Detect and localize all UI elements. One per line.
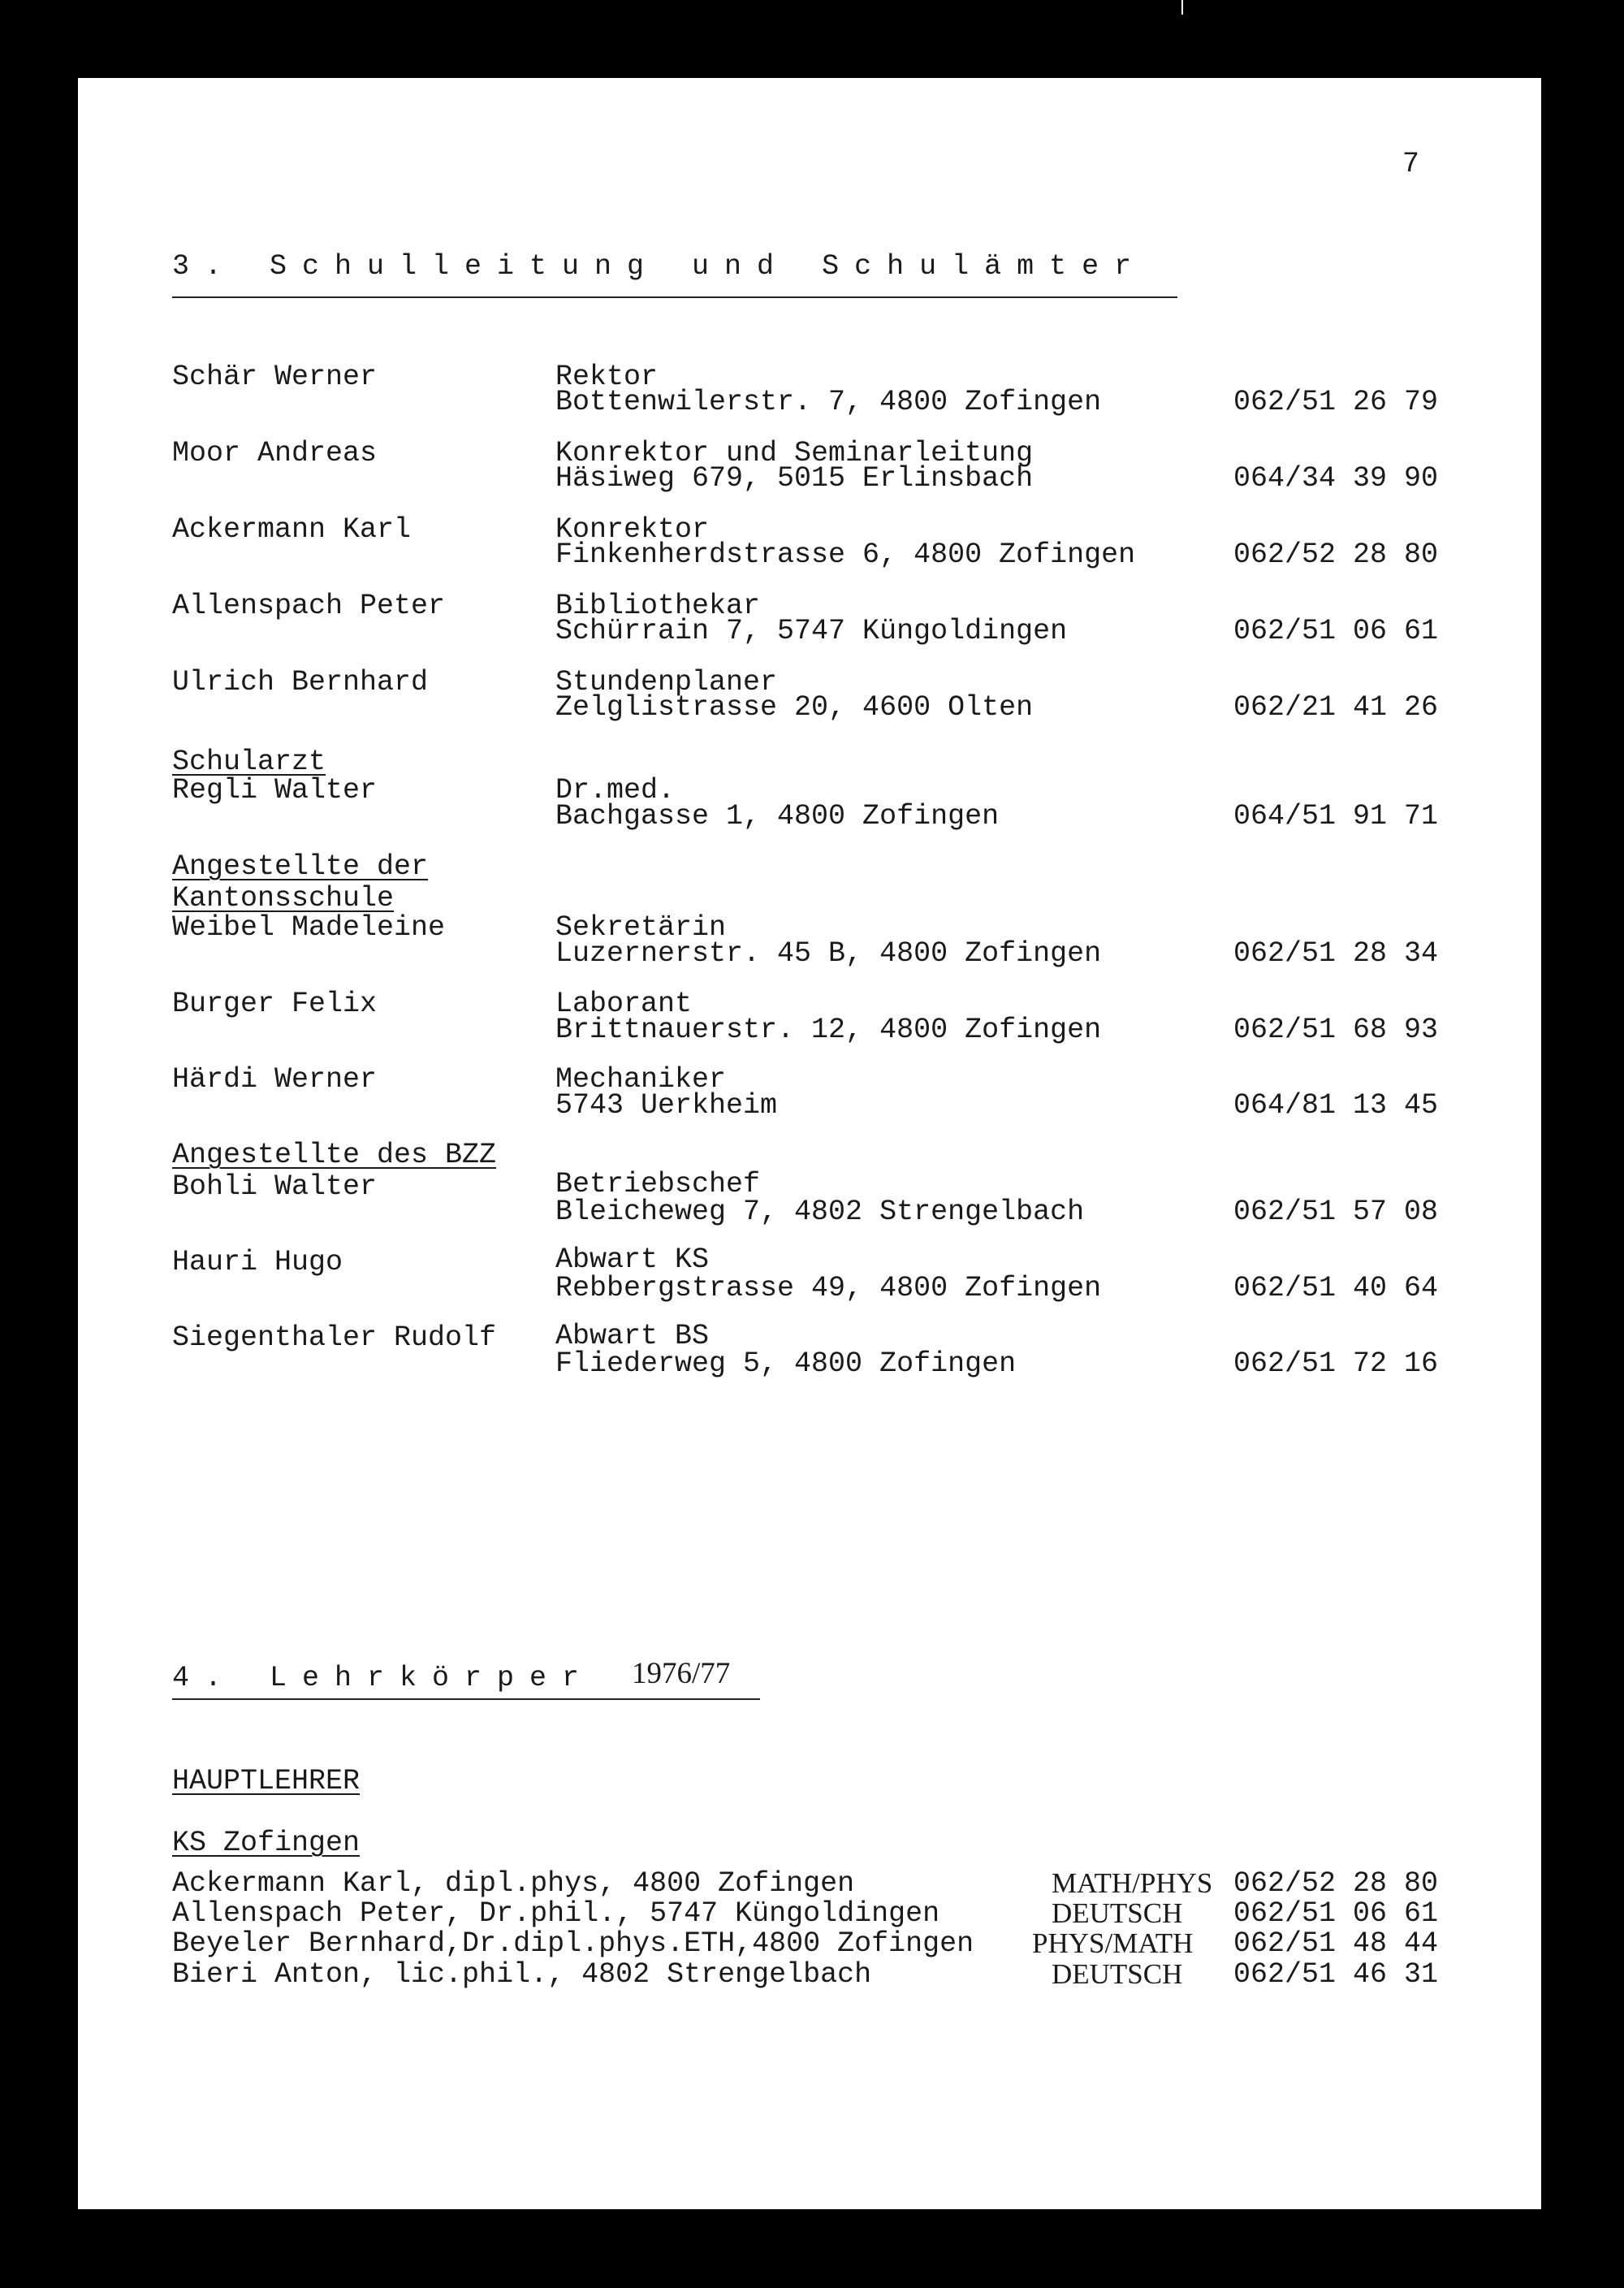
- entry-address: Bottenwilerstr. 7, 4800 Zofingen: [555, 386, 1102, 418]
- entry-name: Ackermann Karl: [172, 513, 412, 546]
- entry-address: Zelglistrasse 20, 4600 Olten: [555, 691, 1034, 724]
- entry-role: Mechaniker: [555, 1063, 727, 1096]
- entry-name: Allenspach Peter: [172, 590, 446, 622]
- entry-address: 5743 Uerkheim: [555, 1089, 778, 1122]
- entry-phone: 062/51 57 08: [1233, 1196, 1439, 1228]
- entry-phone: 062/51 40 64: [1233, 1272, 1439, 1304]
- entry-name: Burger Felix: [172, 988, 378, 1020]
- entry-address: Bleicheweg 7, 4802 Strengelbach: [555, 1196, 1085, 1228]
- teacher-entry: Ackermann Karl, dipl.phys, 4800 Zofingen: [172, 1867, 855, 1900]
- section-3-rule: [172, 296, 1177, 298]
- entry-name: Siegenthaler Rudolf: [172, 1321, 497, 1354]
- entry-phone: 062/51 68 93: [1233, 1014, 1439, 1046]
- entry-phone: 062/21 41 26: [1233, 691, 1439, 724]
- entry-address: Luzernerstr. 45 B, 4800 Zofingen: [555, 937, 1102, 970]
- entry-name: Bohli Walter: [172, 1170, 378, 1203]
- entry-address: Bachgasse 1, 4800 Zofingen: [555, 800, 1000, 833]
- teacher-entry: Allenspach Peter, Dr.phil., 5747 Küngoldingen: [172, 1897, 940, 1930]
- entry-role: Dr.med.: [555, 774, 676, 807]
- entry-role: Konrektor und Seminarleitung: [555, 437, 1034, 469]
- entry-role: Sekretärin: [555, 911, 727, 944]
- entry-phone: 064/51 91 71: [1233, 800, 1439, 833]
- entry-phone: 062/51 06 61: [1233, 615, 1439, 647]
- entry-name: Weibel Madeleine: [172, 911, 446, 944]
- teacher-phone: 062/51 06 61: [1233, 1897, 1439, 1930]
- entry-phone: 062/51 26 79: [1233, 386, 1439, 418]
- entry-phone: 062/51 28 34: [1233, 937, 1439, 970]
- entry-role: Abwart BS: [555, 1320, 710, 1352]
- section-4-year: 1976/77: [632, 1657, 731, 1690]
- entry-role: Stundenplaner: [555, 666, 778, 699]
- entry-address: Rebbergstrasse 49, 4800 Zofingen: [555, 1272, 1102, 1304]
- entry-name: Moor Andreas: [172, 437, 378, 469]
- teacher-subject: DEUTSCH: [1052, 1958, 1183, 1990]
- entry-name: Ulrich Bernhard: [172, 666, 429, 699]
- group-heading-ks-line2: Kantonsschule: [172, 882, 395, 915]
- entry-phone: 062/52 28 80: [1233, 538, 1439, 571]
- entry-name: Härdi Werner: [172, 1063, 378, 1096]
- section-3-title: 3. Schulleitung und Schulämter: [172, 250, 1147, 283]
- entry-role: Betriebschef: [555, 1168, 761, 1200]
- entry-address: Häsiweg 679, 5015 Erlinsbach: [555, 462, 1034, 495]
- subheading-hauptlehrer: HAUPTLEHRER: [172, 1765, 361, 1797]
- entry-address: Brittnauerstr. 12, 4800 Zofingen: [555, 1014, 1102, 1046]
- entry-role: Rektor: [555, 361, 659, 393]
- entry-role: Konrektor: [555, 513, 710, 546]
- scan-mark: [1181, 0, 1183, 15]
- group-heading-bzz: Angestellte des BZZ: [172, 1139, 497, 1171]
- entry-name: Hauri Hugo: [172, 1246, 343, 1278]
- entry-role: Bibliothekar: [555, 590, 761, 622]
- teacher-entry: Beyeler Bernhard,Dr.dipl.phys.ETH,4800 Zofingen: [172, 1927, 974, 1960]
- section-4-title: 4. Lehrkörper: [172, 1662, 595, 1694]
- school-heading: KS Zofingen: [172, 1827, 361, 1859]
- entry-role: Laborant: [555, 988, 693, 1020]
- teacher-subject: MATH/PHYS: [1052, 1867, 1213, 1899]
- entry-phone: 062/51 72 16: [1233, 1347, 1439, 1380]
- teacher-phone: 062/52 28 80: [1233, 1867, 1439, 1900]
- teacher-phone: 062/51 48 44: [1233, 1927, 1439, 1960]
- entry-phone: 064/34 39 90: [1233, 462, 1439, 495]
- entry-phone: 064/81 13 45: [1233, 1089, 1439, 1122]
- teacher-subject: PHYS/MATH: [1032, 1927, 1194, 1959]
- teacher-entry: Bieri Anton, lic.phil., 4802 Strengelbach: [172, 1958, 872, 1991]
- entry-address: Finkenherdstrasse 6, 4800 Zofingen: [555, 538, 1136, 571]
- entry-name: Schär Werner: [172, 361, 378, 393]
- section-4-rule: [172, 1698, 760, 1700]
- entry-role: Abwart KS: [555, 1243, 710, 1276]
- page-number: 7: [1402, 148, 1420, 180]
- entry-address: Fliederweg 5, 4800 Zofingen: [555, 1347, 1017, 1380]
- group-heading-ks-line1: Angestellte der: [172, 850, 429, 883]
- entry-name: Regli Walter: [172, 774, 378, 807]
- teacher-subject: DEUTSCH: [1052, 1897, 1183, 1929]
- teacher-phone: 062/51 46 31: [1233, 1958, 1439, 1991]
- group-heading-schularzt: Schularzt: [172, 746, 326, 778]
- entry-address: Schürrain 7, 5747 Küngoldingen: [555, 615, 1068, 647]
